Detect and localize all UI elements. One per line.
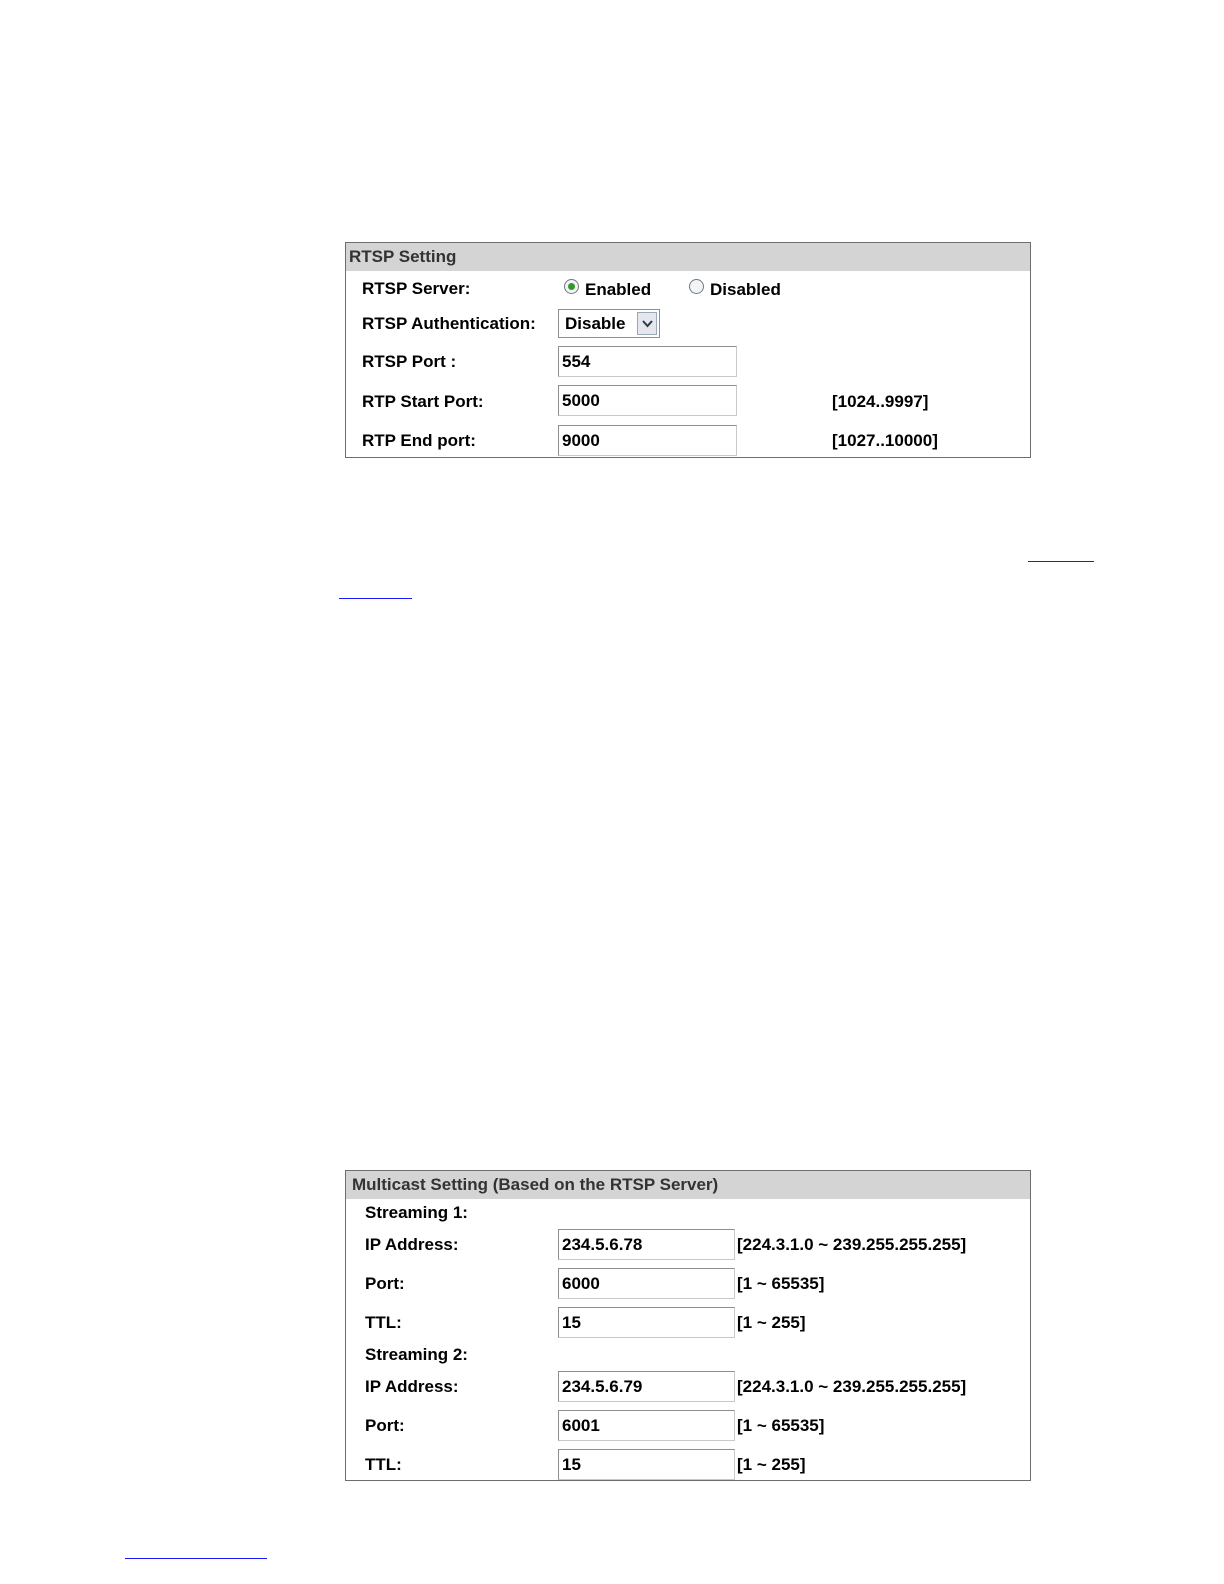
chevron-down-icon[interactable] (637, 312, 657, 335)
stream2-ttl-input[interactable] (558, 1449, 735, 1480)
stream2-port-range: [1 ~ 65535] (737, 1416, 825, 1435)
rtp-end-port-range: [1027..10000] (832, 431, 938, 450)
stream2-ip-input[interactable] (558, 1371, 735, 1402)
stream1-port-input[interactable] (558, 1268, 735, 1299)
stream1-ttl-input[interactable] (558, 1307, 735, 1338)
hyperlink-underline[interactable] (125, 1558, 267, 1559)
rtsp-port-label: RTSP Port : (362, 352, 457, 371)
rtp-start-port-label: RTP Start Port: (362, 392, 484, 411)
rtsp-authentication-value: Disable (565, 314, 626, 333)
rtsp-setting-title: RTSP Setting (346, 243, 1030, 271)
stream2-port-label: Port: (365, 1416, 405, 1435)
rtsp-setting-panel (345, 242, 1031, 458)
rtsp-server-label: RTSP Server: (362, 279, 471, 298)
streaming-2-label: Streaming 2: (365, 1345, 468, 1364)
rtsp-port-input[interactable] (558, 346, 737, 377)
stream1-ip-range: [224.3.1.0 ~ 239.255.255.255] (737, 1235, 967, 1254)
stream1-ip-label: IP Address: (365, 1235, 459, 1254)
stream2-port-input[interactable] (558, 1410, 735, 1441)
stream2-ip-label: IP Address: (365, 1377, 459, 1396)
stream1-port-range: [1 ~ 65535] (737, 1274, 825, 1293)
stream2-ttl-range: [1 ~ 255] (737, 1455, 806, 1474)
rtp-end-port-input[interactable] (558, 425, 737, 456)
rtsp-server-disabled-label[interactable]: Disabled (710, 280, 781, 299)
stream2-ttl-label: TTL: (365, 1455, 402, 1474)
rtsp-authentication-select[interactable] (558, 309, 660, 338)
multicast-setting-panel (345, 1170, 1031, 1481)
multicast-setting-title: Multicast Setting (Based on the RTSP Server) (346, 1171, 1030, 1199)
stream1-port-label: Port: (365, 1274, 405, 1293)
radio-selected-dot (568, 283, 575, 290)
rtp-end-port-label: RTP End port: (362, 431, 476, 450)
rtp-start-port-range: [1024..9997] (832, 392, 929, 411)
rtsp-server-enabled-radio[interactable] (564, 279, 579, 294)
streaming-1-label: Streaming 1: (365, 1203, 468, 1222)
stream1-ttl-label: TTL: (365, 1313, 402, 1332)
rtsp-server-enabled-label[interactable]: Enabled (585, 280, 652, 299)
hyperlink-underline[interactable] (1028, 561, 1094, 562)
stream1-ip-input[interactable] (558, 1229, 735, 1260)
rtp-start-port-input[interactable] (558, 385, 737, 416)
rtsp-server-disabled-radio[interactable] (689, 279, 704, 294)
rtsp-authentication-label: RTSP Authentication: (362, 314, 536, 333)
hyperlink-underline[interactable] (339, 598, 412, 599)
stream2-ip-range: [224.3.1.0 ~ 239.255.255.255] (737, 1377, 967, 1396)
stream1-ttl-range: [1 ~ 255] (737, 1313, 806, 1332)
